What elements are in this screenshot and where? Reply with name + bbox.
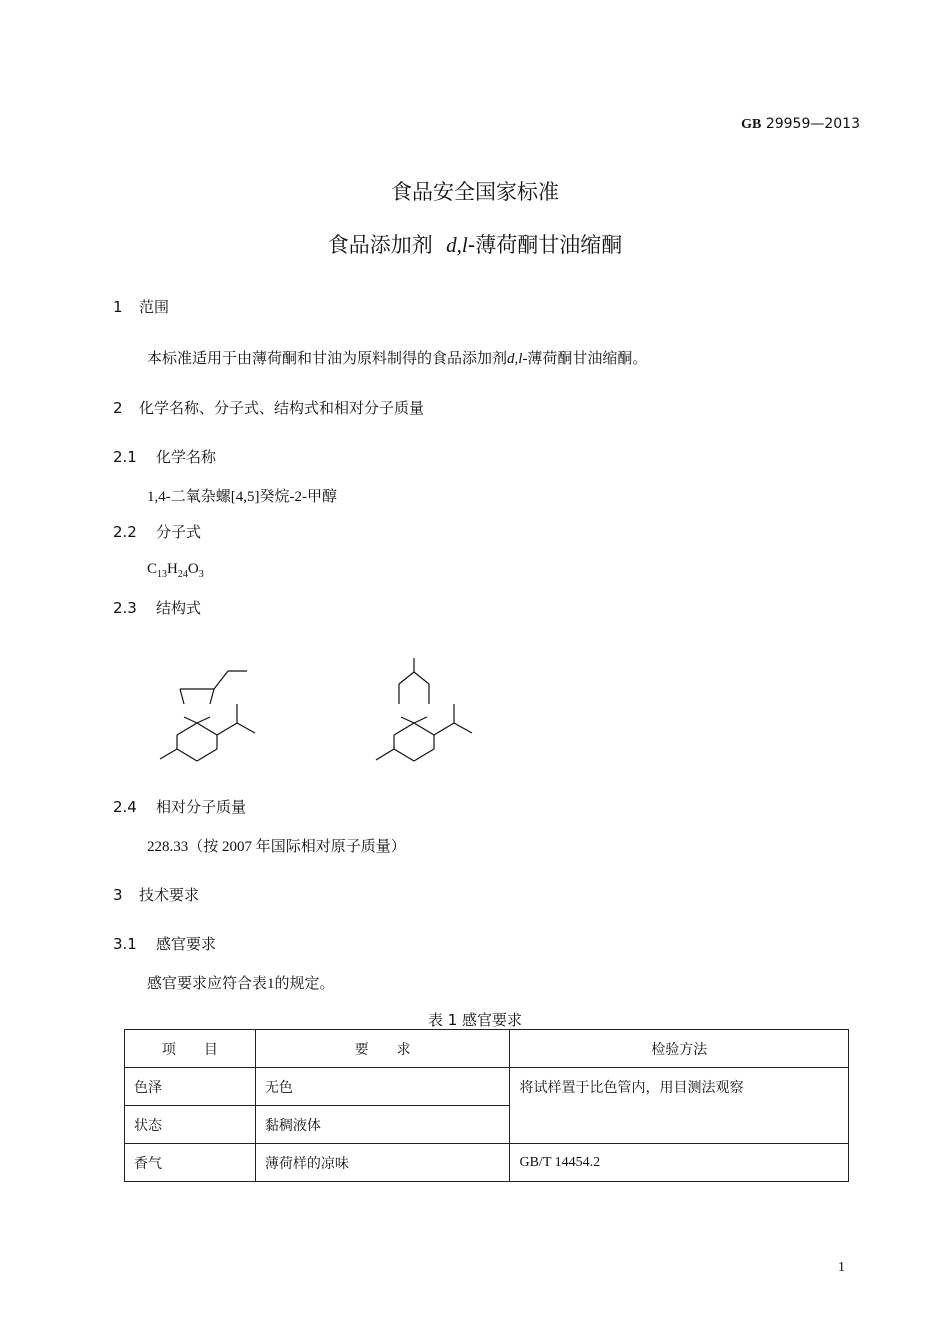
table-cell-item: 色泽 xyxy=(125,1068,256,1106)
table-row xyxy=(125,1068,849,1106)
document-title: 食品安全国家标准 xyxy=(391,180,559,204)
molecular-mass: 228.33（按 2007 年国际相对原子质量） xyxy=(147,839,406,855)
table-cell-requirement: 薄荷样的凉味 xyxy=(255,1144,510,1182)
structure-dioxane xyxy=(376,658,472,761)
table-cell-method: GB/T 14454.2 xyxy=(510,1144,849,1182)
structural-formulas xyxy=(140,632,500,782)
section-2-heading: 2 化学名称、分子式、结构式和相对分子质量 xyxy=(113,399,425,417)
table-caption: 表 1 感官要求 xyxy=(427,1011,523,1029)
section-3-1-heading: 3.1 感官要求 xyxy=(113,935,217,953)
section-2-1-heading: 2.1 化学名称 xyxy=(113,448,217,466)
section-2-3-heading: 2.3 结构式 xyxy=(113,599,202,617)
table-header-cell: 要 求 xyxy=(255,1030,510,1068)
section-2-2-heading: 2.2 分子式 xyxy=(113,523,202,541)
section-1-heading: 1 范围 xyxy=(113,298,170,316)
section-1-body: 本标准适用于由薄荷酮和甘油为原料制得的食品添加剂d,l-薄荷酮甘油缩酮。 xyxy=(147,351,648,367)
document-subtitle: 食品添加剂 d,l-薄荷酮甘油缩酮 xyxy=(327,233,623,257)
standard-code: GB 29959—2013 xyxy=(741,116,860,132)
chemical-name: 1,4-二氧杂螺[4,5]癸烷-2-甲醇 xyxy=(147,489,337,505)
table-cell-requirement: 黏稠液体 xyxy=(255,1106,510,1144)
page-number: 1 xyxy=(838,1260,845,1275)
table-header-row xyxy=(125,1030,849,1068)
table-header-cell: 项 目 xyxy=(125,1030,256,1068)
structure-dioxolane xyxy=(160,671,255,761)
section-3-heading: 3 技术要求 xyxy=(113,886,200,904)
table-cell-requirement: 无色 xyxy=(255,1068,510,1106)
molecular-formula: $C_{13}H_{24}O_3$ xyxy=(147,561,204,580)
table-row xyxy=(125,1144,849,1182)
table-cell-item: 香气 xyxy=(125,1144,256,1182)
table-cell-method: 将试样置于比色管内，用目测法观察 xyxy=(510,1068,849,1144)
sensory-requirements-table xyxy=(124,1029,849,1182)
table-header-cell: 检验方法 xyxy=(510,1030,849,1068)
table-cell-item: 状态 xyxy=(125,1106,256,1144)
section-2-4-heading: 2.4 相对分子质量 xyxy=(113,798,247,816)
section-3-1-body: 感官要求应符合表1的规定。 xyxy=(147,976,335,992)
